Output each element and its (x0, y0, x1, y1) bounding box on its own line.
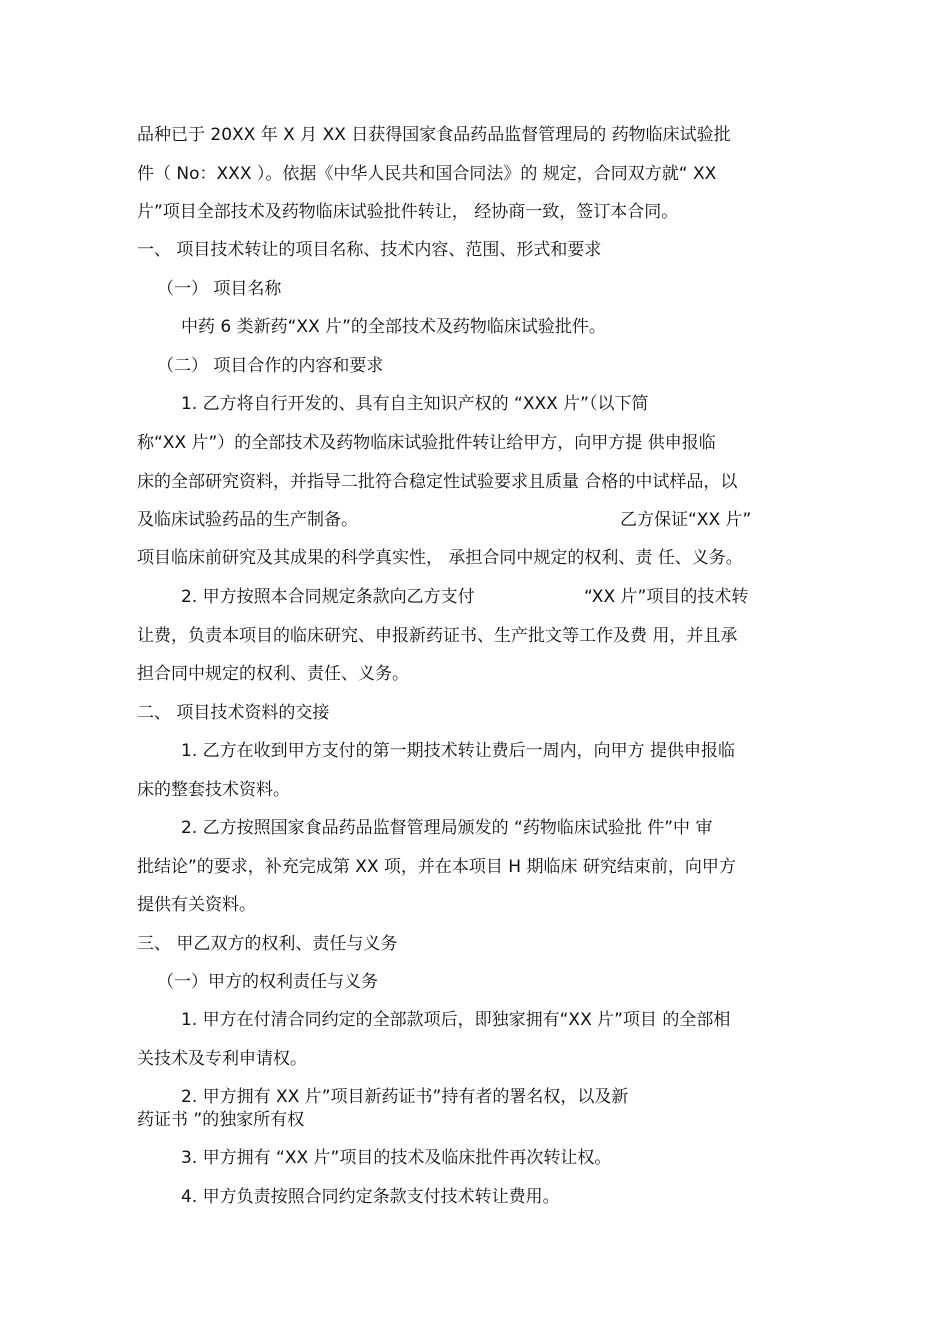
text-line: 2. 乙方按照国家食品药品监督管理局颁发的 “药物临床试验批 件”中 审 (181, 818, 713, 838)
text-line: 担合同中规定的权利、责任、义务。 (137, 664, 409, 684)
text-line: “XX 片”项目的技术转 (584, 587, 749, 607)
subsection-heading: （一）甲方的权利责任与义务 (157, 972, 378, 992)
text-line: 中药 6 类新药“XX 片”的全部技术及药物临床试验批件。 (181, 317, 606, 337)
text-line: 4. 甲方负责按照合同约定条款支付技术转让费用。 (181, 1187, 560, 1207)
text-line: 提供有关资料。 (137, 895, 256, 915)
subsection-heading: （二） 项目合作的内容和要求 (157, 356, 384, 376)
text-line: 床的全部研究资料，并指导二批符合稳定性试验要求且质量 合格的中试样品，以 (137, 472, 738, 492)
text-line: 1. 乙方将自行开发的、具有自主知识产权的 “XXX 片”（以下简 (181, 394, 649, 414)
subsection-heading: （一） 项目名称 (157, 279, 282, 299)
section-heading: 二、 项目技术资料的交接 (137, 703, 330, 723)
text-line: 批结论”的要求，补充完成第 XX 项，并在本项目 H 期临床 研究结束前，向甲方 (137, 857, 736, 877)
text-line: 让费，负责本项目的临床研究、申报新药证书、生产批文等工作及费 用，并且承 (137, 626, 738, 646)
text-line: 项目临床前研究及其成果的科学真实性， 承担合同中规定的权利、责 任、义务。 (137, 548, 743, 568)
text-line: 乙方保证“XX 片” (620, 510, 752, 530)
section-heading: 一、 项目技术转让的项目名称、技术内容、范围、形式和要求 (137, 240, 602, 260)
text-line: 床的整套技术资料。 (137, 780, 290, 800)
text-line: 1. 乙方在收到甲方支付的第一期技术转让费后一周内，向甲方 提供申报临 (181, 741, 736, 761)
text-line: 药证书 ”的独家所有权 (137, 1110, 305, 1130)
text-line: 关技术及专利申请权。 (137, 1049, 307, 1069)
text-line: 1. 甲方在付清合同约定的全部款项后，即独家拥有“XX 片”项目 的全部相 (181, 1010, 731, 1030)
text-line: 2. 甲方拥有 XX 片”项目新药证书”持有者的署名权，以及新 (181, 1087, 629, 1107)
text-line: 2. 甲方按照本合同规定条款向乙方支付 (181, 587, 475, 607)
section-heading: 三、 甲乙双方的权利、责任与义务 (137, 934, 398, 954)
text-line: 及临床试验药品的生产制备。 (137, 510, 358, 530)
text-line: 3. 甲方拥有 “XX 片”项目的技术及临床批件再次转让权。 (181, 1148, 612, 1168)
text-line: 片”项目全部技术及药物临床试验批件转让， 经协商一致，签订本合同。 (137, 202, 679, 222)
text-line: 称“XX 片”）的全部技术及药物临床试验批件转让给甲方，向甲方提 供申报临 (137, 433, 716, 453)
text-line: 品种已于 20XX 年 X 月 XX 日获得国家食品药品监督管理局的 药物临床试验批 (137, 125, 731, 145)
text-line: 件（ No：XXX ）。依据《中华人民共和国合同法》的 规定，合同双方就“ XX (137, 164, 717, 184)
